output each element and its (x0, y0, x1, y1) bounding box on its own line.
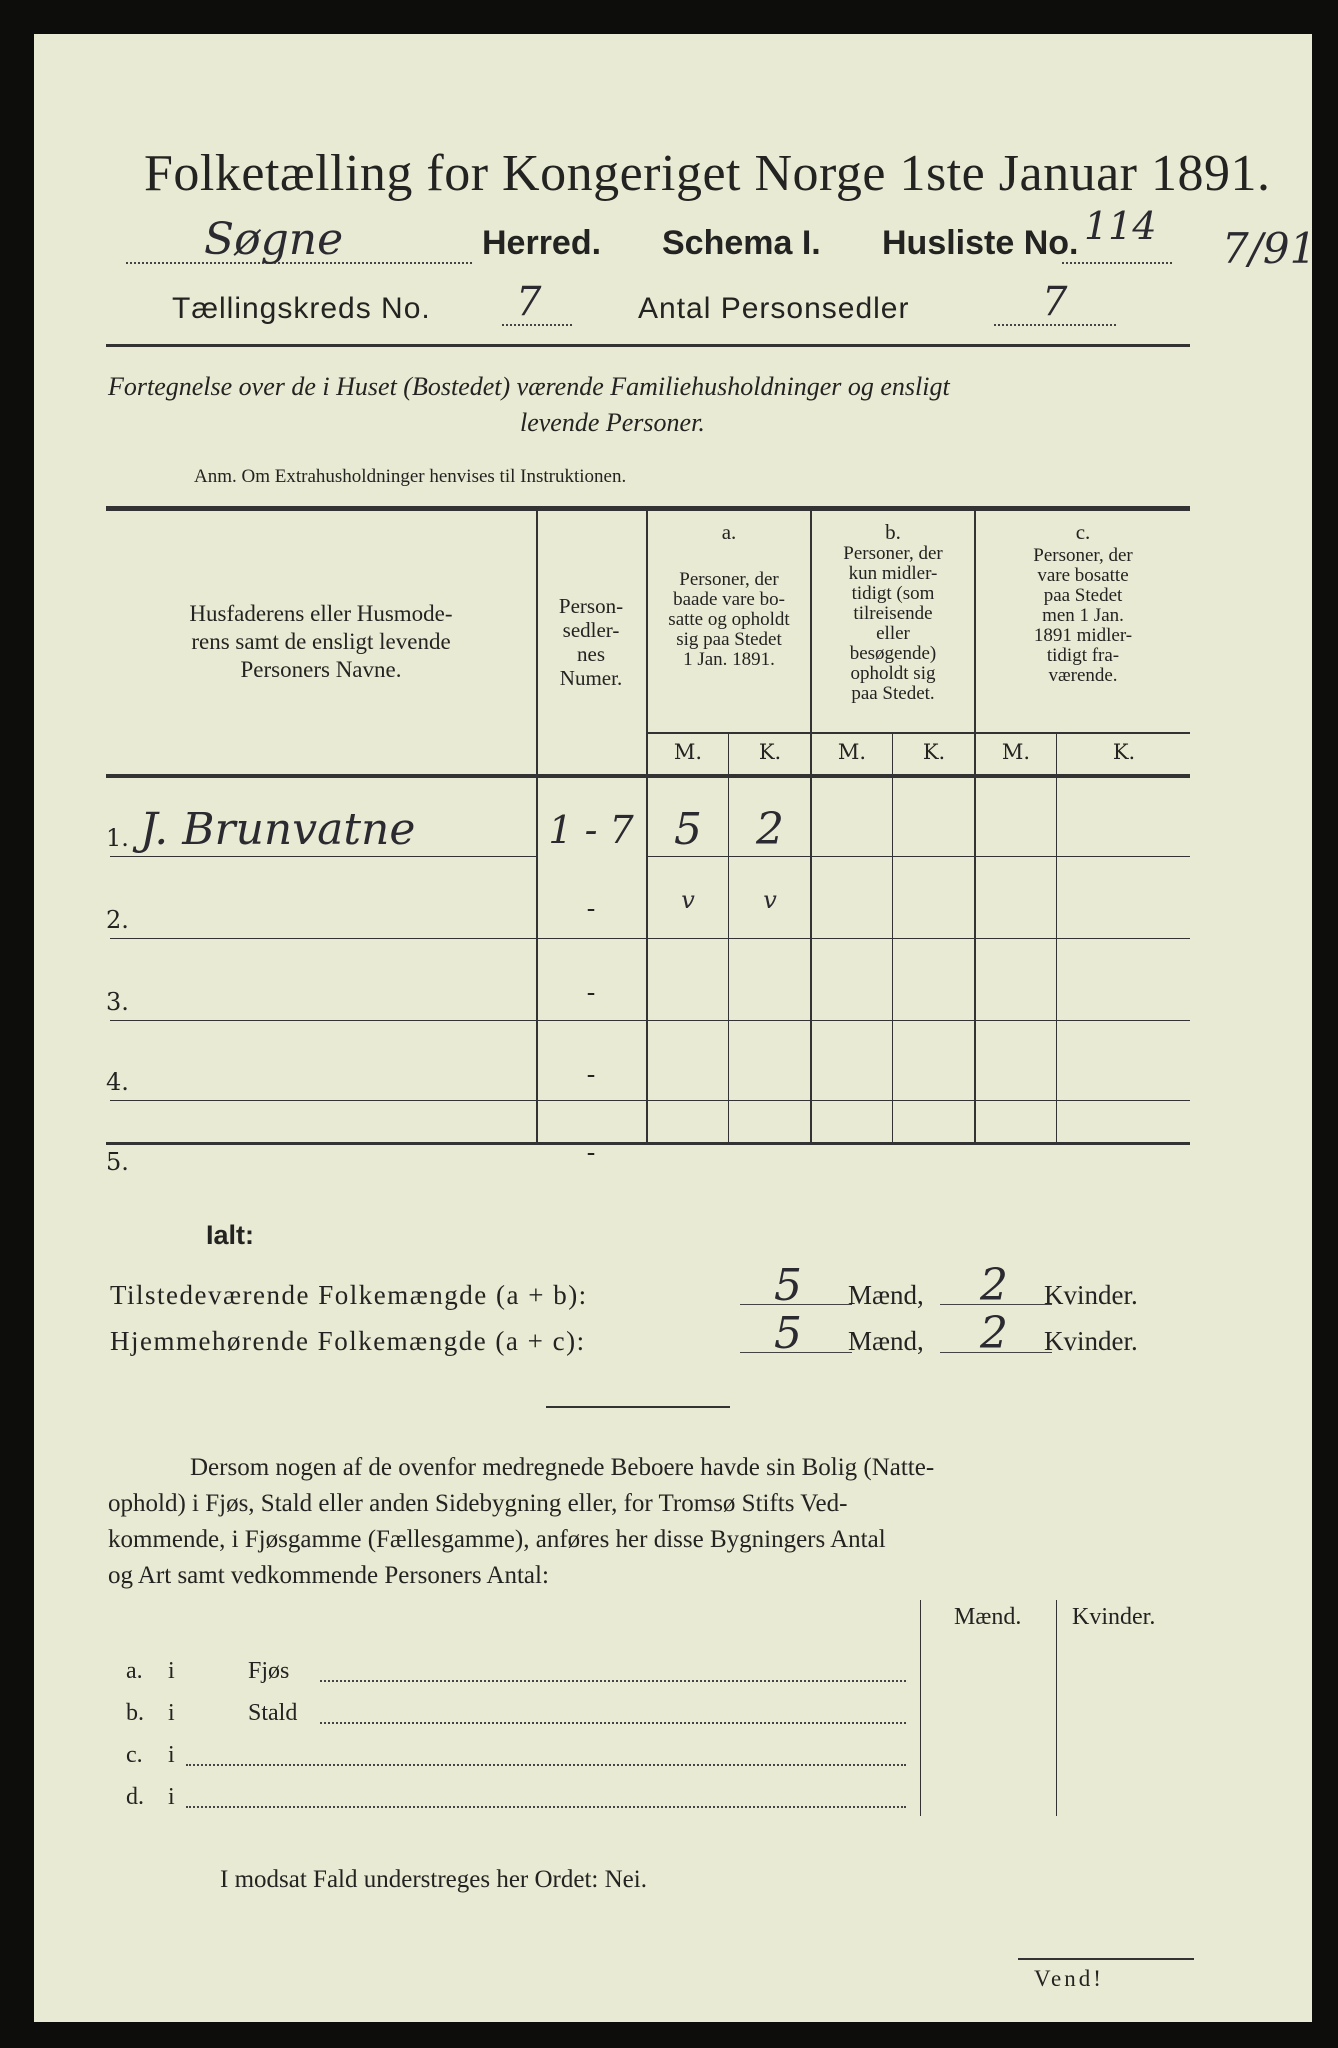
vend-label: Vend! (1034, 1966, 1104, 1991)
col-a-header: a. Personer, der baade vare bo- satte og opholdt sig paa Stedet 1 Jan. 1891. (668, 520, 790, 670)
building-row-letter: b. (126, 1700, 144, 1726)
husliste-value: 114 (1084, 204, 1157, 248)
row-nr: - (586, 1060, 596, 1090)
subtitle-line2: levende Personer. (520, 408, 705, 437)
building-dotted-line (186, 1764, 906, 1766)
table-top-rule (106, 506, 1190, 511)
margin-note: 7/91 (1222, 224, 1317, 273)
ialt-label: Ialt: (206, 1220, 255, 1250)
building-dotted-line (186, 1806, 906, 1808)
buildings-col-divider-1 (920, 1600, 921, 1816)
antal-value: 7 (1042, 279, 1068, 325)
row-number: 2. (106, 906, 129, 934)
buildings-kvinder-header: Kvinder. (1072, 1604, 1156, 1630)
building-row-i: i (168, 1784, 175, 1810)
c-k-label: K. (1112, 740, 1136, 764)
row-a-k: 2 (756, 804, 784, 855)
b-m-label: M. (837, 740, 867, 764)
row-rule (110, 938, 1190, 939)
b-k-label: K. (922, 740, 946, 764)
col-b-header: b. Personer, der kun midler- tidigt (som tilreisende eller besøgende) opholdt sig paa Stedet. (843, 520, 943, 704)
tilstede-kvinder-label: Kvinder. (1044, 1280, 1138, 1310)
a-k-label: K. (758, 740, 782, 764)
subtitle-line1: Fortegnelse over de i Huset (Bostedet) værende Familiehusholdninger og ensligt (108, 372, 950, 401)
building-dotted-line (320, 1722, 906, 1724)
kreds-value: 7 (516, 279, 542, 325)
row-a-k: v (763, 886, 777, 914)
hjemme-kvinder-value: 2 (980, 1308, 1008, 1359)
hjemme-kvinder-label: Kvinder. (1044, 1326, 1138, 1356)
row-nr: 1 - 7 (548, 808, 634, 852)
building-row-letter: d. (126, 1784, 144, 1810)
schema-label: Schema I. (662, 224, 821, 262)
buildings-para-line2: ophold) i Fjøs, Stald eller anden Sidebygning eller, for Tromsø Stifts Ved- (108, 1490, 848, 1517)
census-form-page (34, 34, 1317, 2022)
antal-label: Antal Personsedler (638, 292, 910, 325)
building-row-label: Stald (248, 1700, 298, 1726)
row-number: 4. (106, 1068, 129, 1096)
buildings-para-line3: kommende, i Fjøsgamme (Fællesgamme), anføres her disse Bygningers Antal (108, 1526, 886, 1553)
tilstede-label: Tilstedeværende Folkemængde (a + b): (110, 1280, 588, 1310)
row-nr: - (586, 894, 596, 924)
footer-note: I modsat Fald understreges her Ordet: Nei. (220, 1866, 647, 1893)
table-header-bottom-rule (106, 774, 1190, 778)
col-name-header: Husfaderens eller Husmode- rens samt de ensligt levende Personers Navne. (189, 601, 453, 682)
row-number: 5. (106, 1148, 129, 1176)
tilstede-kvinder-value: 2 (980, 1260, 1008, 1311)
buildings-col-divider-2 (1056, 1600, 1057, 1816)
tilstede-maend-value: 5 (774, 1260, 802, 1311)
kreds-label: Tællingskreds No. (172, 292, 431, 325)
table-bottom-rule (106, 1142, 1190, 1145)
husliste-dotted-line (1062, 262, 1172, 264)
vend-rule (1018, 1958, 1194, 1960)
building-row-letter: c. (126, 1742, 143, 1768)
building-row-i: i (168, 1700, 175, 1726)
row-rule (646, 856, 1190, 857)
row-a-m: v (681, 886, 695, 914)
header-rule (106, 344, 1190, 347)
building-row-i: i (168, 1658, 175, 1684)
section-divider (546, 1406, 730, 1408)
row-number: 3. (106, 988, 129, 1016)
building-row-label: Fjøs (248, 1658, 290, 1684)
col-c-header: c. Personer, der vare bosatte paa Stedet men 1 Jan. 1891 midler- tidigt fra- værende. (1033, 520, 1133, 686)
herred-label: Herred. (482, 224, 602, 262)
c-m-label: M. (1001, 740, 1031, 764)
hjemme-label: Hjemmehørende Folkemængde (a + c): (110, 1326, 586, 1356)
a-m-label: M. (673, 740, 703, 764)
building-row-i: i (168, 1742, 175, 1768)
row-rule (110, 1100, 1190, 1101)
row-name: J. Brunvatne (140, 804, 416, 855)
hjemme-maend-value: 5 (774, 1308, 802, 1359)
buildings-maend-header: Mænd. (954, 1604, 1022, 1630)
tilstede-maend-label: Mænd, (848, 1280, 924, 1310)
hjemme-maend-label: Mænd, (848, 1326, 924, 1356)
building-dotted-line (320, 1680, 906, 1682)
form-title: Folketælling for Kongeriget Norge 1ste Januar 1891. (144, 145, 1271, 202)
row-nr: - (586, 1138, 596, 1168)
anm-note: Anm. Om Extrahusholdninger henvises til Instruktionen. (194, 466, 627, 487)
row-number: 1. (106, 824, 129, 852)
row-rule (110, 1020, 1190, 1021)
building-row-letter: a. (126, 1658, 143, 1684)
herred-value: Søgne (204, 214, 344, 265)
row-a-m: 5 (674, 804, 702, 855)
col-nr-header: Person- sedler- nes Numer. (558, 594, 624, 690)
buildings-para-line4: og Art samt vedkommende Personers Antal: (108, 1562, 549, 1589)
husliste-label: Husliste No. (882, 224, 1079, 262)
buildings-para-line1: Dersom nogen af de ovenfor medregnede Beboere havde sin Bolig (Natte- (190, 1454, 935, 1481)
row-rule (110, 856, 536, 857)
row-nr: - (586, 978, 596, 1008)
